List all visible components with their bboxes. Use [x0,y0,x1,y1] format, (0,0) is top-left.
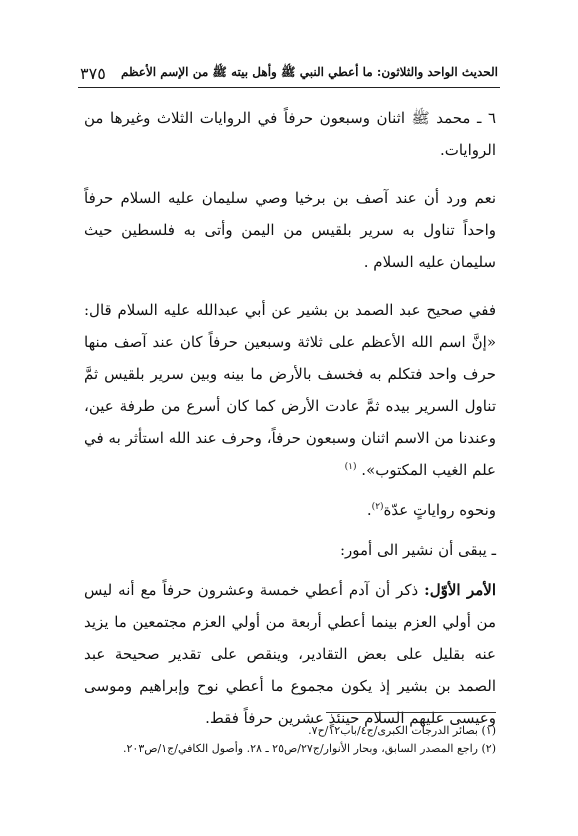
header-title: الحديث الواحد والثلاثون: ما أعطي النبي ﷺ وأهل بيته ﷺ من الإسم الأعظم [120,64,498,79]
paragraph-4: ونحوه رواياتٍ عدّة$^{(٢)}$. [366,501,496,519]
paragraph-2: نعم ورد أن عند آصف بن برخيا وصي سليمان عليه السلام حرفاً واحداً تناول به سرير بلقيس من اليمن وأتى به فلسطين حيث سليمان عليه السلام . [84,189,496,271]
paragraph-3 [84,294,496,486]
paragraph-5: ـ يبقى أن نشير الى أمور: [339,541,496,559]
paragraph-6 [84,574,496,734]
footnote-2: (٢) راجع المصدر السابق، وبحار الأنوار/ج٢٧/ص٢٥ ـ ٢٨. وأصول الكافي/ج١/ص٢٠٣. [123,742,496,755]
footnote-ref-1: (١) [344,462,357,472]
paragraph-1: ٦ ـ محمد ﷺ اثنان وسبعون حرفاً في الروايات الثلاث وغيرها من الروايات. [84,109,496,159]
paragraph-3-intro: ففي صحيح عبد الصمد بن بشير عن أبي عبدالله عليه السلام قال: [84,301,496,319]
footnote-rule [326,712,496,713]
running-header [80,62,498,84]
footnote-1: (١) بصائر الدرجات الكبرى/ج٤/باب١٢/ح٧. [308,724,496,737]
footnote-ref-2: (٢) [371,502,384,512]
quoted-hadith: «إنَّ اسم الله الأعظم على ثلاثة وسبعين حرفاً كان عند آصف منها حرف واحد فتكلم به فخسف بالأرض ما بينه وبين سرير بلقيس ثمَّ تناول السرير بيده ثمَّ عادت الأرض كما كان أسرع من طرفة عين، وعندنا من الاسم اثنان وسبعون حرفاً، وحرف عند الله استأثر به في علم الغيب المكتوب». [84,333,496,479]
paragraph-4-text: ونحوه رواياتٍ عدّة [383,501,496,519]
paragraph-6-body: ذكر أن آدم أعطي خمسة وعشرون حرفاً مع أنه ليس من أولي العزم بينما أعطي أربعة من أولي العزم مجتمعين ما يزيد عنه بقليل على بعض التقادير، وينقص على تقدير صحيحة عبد الصمد بن بشير إذ يكون مجموع ما أعطي نوح وإبراهيم وموسى وعيسى عليهم السلام حينئذٍ عشرين حرفاً فقط. [84,581,496,727]
main-text [84,102,496,734]
page-number: ٣٧٥ [80,63,106,83]
point-heading: الأمر الأوّل: [424,581,496,599]
header-rule [78,87,500,88]
footnotes [84,722,496,758]
